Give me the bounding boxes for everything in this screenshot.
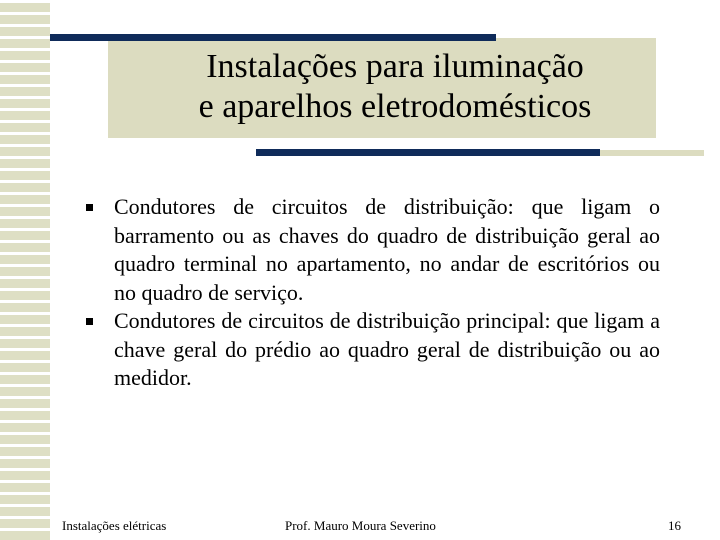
footer-author: Prof. Mauro Moura Severino xyxy=(285,518,436,533)
bullet-text: Condutores de circuitos de distribuição: que ligam o barramento ou as chaves do quadro de distribuição geral ao quadro terminal no apartamento, no andar de escritórios ou no quadro de serviço. xyxy=(114,194,660,305)
page-number: 16 xyxy=(668,518,681,533)
title-rule-bottom xyxy=(256,149,600,156)
slide-title xyxy=(120,47,670,127)
slide-title-line-2: e aparelhos eletrodomésticos xyxy=(198,88,592,125)
bullet-text: Condutores de circuitos de distribuição principal: que ligam a chave geral do prédio ao quadro geral de distribuição ou ao medidor. xyxy=(114,308,660,390)
title-rule-bottom-tail xyxy=(600,150,704,156)
title-rule-top xyxy=(50,34,496,41)
square-bullet-icon xyxy=(86,318,93,325)
decorative-stripes xyxy=(0,0,50,540)
bullet-item xyxy=(86,307,660,393)
bullet-item xyxy=(86,193,660,307)
bullet-list xyxy=(86,193,660,393)
square-bullet-icon xyxy=(86,204,93,211)
slide-title-line-1: Instalações para iluminação xyxy=(206,48,584,85)
footer-course: Instalações elétricas xyxy=(62,518,167,533)
